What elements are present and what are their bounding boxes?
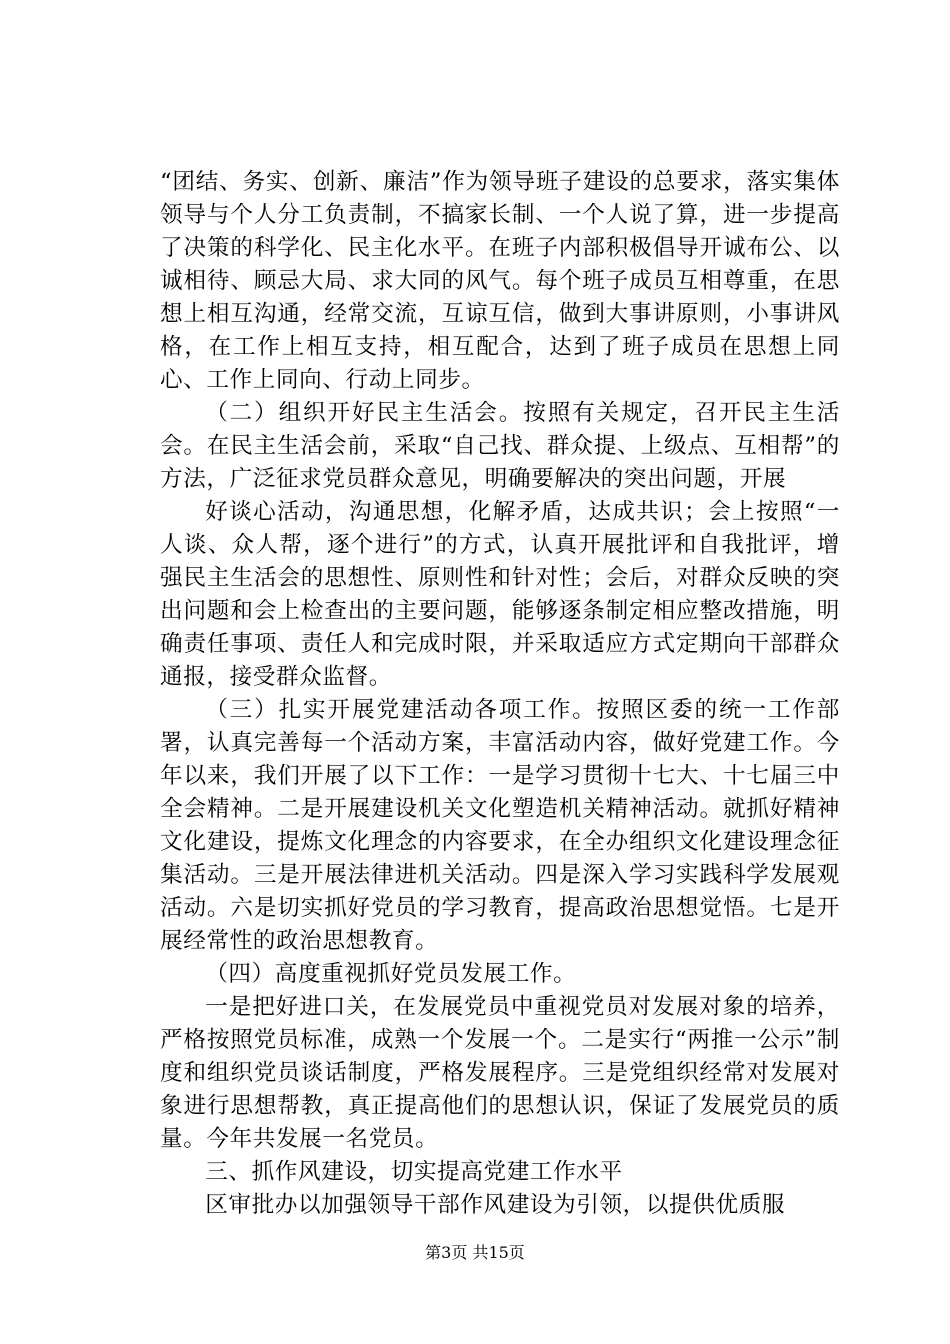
document-body	[160, 166, 840, 1222]
paragraph-4: （三）扎实开展党建活动各项工作。按照区委的统一工作部署，认真完善每一个活动方案，丰富活动内容，做好党建工作。今年以来，我们开展了以下工作：一是学习贯彻十七大、十七届三中全会精神。二是开展建设机关文化塑造机关精神活动。就抓好精神文化建设，提炼文化理念的内容要求，在全办组织文化建设理念征集活动。三是开展法律进机关活动。四是深入学习实践科学发展观活动。六是切实抓好党员的学习教育，提高政治思想觉悟。七是开展经常性的政治思想教育。	[160, 697, 840, 954]
paragraph-8: 区审批办以加强领导干部作风建设为引领，以提供优质服	[205, 1192, 786, 1218]
paragraph-2: （二）组织开好民主生活会。按照有关规定，召开民主生活会。在民主生活会前，采取“自己找、群众提、上级点、互相帮”的方法，广泛征求党员群众意见，明确要解决的突出问题，开展	[160, 400, 840, 492]
paragraph-6: 一是把好进口关，在发展党员中重视党员对发展对象的培养，严格按照党员标准，成熟一个发展一个。二是实行“两推一公示”制度和组织党员谈话制度，严格发展程序。三是党组织经常对发展对象进行思想帮教，真正提高他们的思想认识，保证了发展党员的质量。今年共发展一名党员。	[160, 994, 840, 1152]
page-footer	[0, 1243, 950, 1263]
paragraph-5-heading: （四）高度重视抓好党员发展工作。	[205, 961, 577, 987]
paragraph-7-heading: 三、抓作风建设，切实提高党建工作水平	[205, 1159, 623, 1185]
paragraph-3: 好谈心活动，沟通思想，化解矛盾，达成共识；会上按照“一人谈、众人帮，逐个进行”的方式，认真开展批评和自我批评，增强民主生活会的思想性、原则性和针对性；会后，对群众反映的突出问题和会上检查出的主要问题，能够逐条制定相应整改措施，明确责任事项、责任人和完成时限，并采取适应方式定期向干部群众通报，接受群众监督。	[160, 499, 840, 690]
page-number-label: 第3页 共15页	[425, 1243, 525, 1262]
paragraph-1: “团结、务实、创新、廉洁”作为领导班子建设的总要求，落实集体领导与个人分工负责制，不搞家长制、一个人说了算，进一步提高了决策的科学化、民主化水平。在班子内部积极倡导开诚布公、以诚相待、顾忌大局、求大同的风气。每个班子成员互相尊重，在思想上相互沟通，经常交流，互谅互信，做到大事讲原则，小事讲风格，在工作上相互支持，相互配合，达到了班子成员在思想上同心、工作上同向、行动上同步。	[160, 169, 840, 393]
